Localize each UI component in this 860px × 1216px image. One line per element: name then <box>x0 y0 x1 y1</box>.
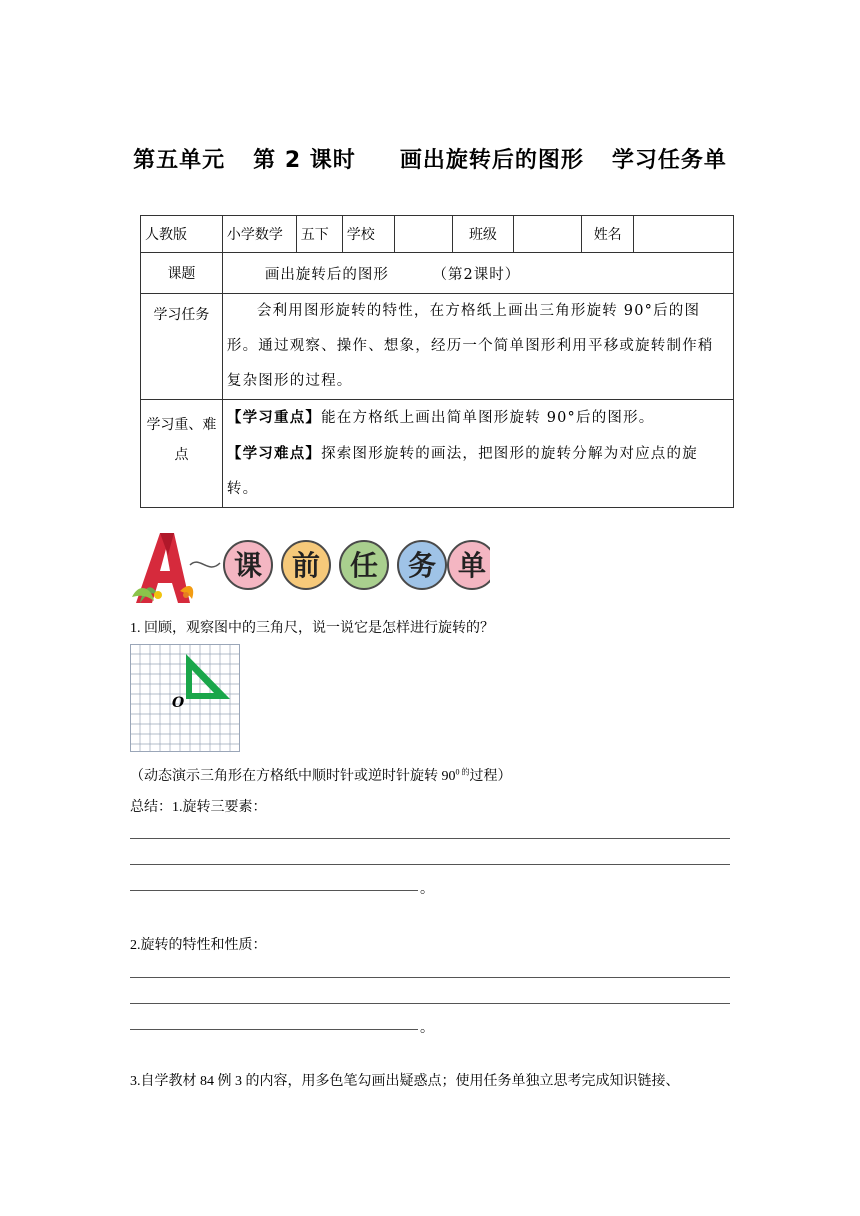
key-label-line1: 学习重、难 <box>146 417 217 433</box>
banner-title <box>224 541 490 589</box>
title-topic: 画出旋转后的图形 <box>399 148 584 173</box>
title-lesson: 第 2 课时 <box>253 148 356 173</box>
topic-value: 画出旋转后的图形 <box>264 266 389 283</box>
banner-char: 任 <box>349 549 379 582</box>
banner-char: 单 <box>457 549 487 582</box>
topic-label: 课题 <box>141 253 223 294</box>
q1-text: 1. 回顾，观察图中的三角尺，说一说它是怎样进行旋转的？ <box>130 621 494 636</box>
q1-caption-sup: 0 的 <box>455 767 470 777</box>
topic-value-cell <box>222 253 733 294</box>
grade-cell: 五下 <box>296 216 342 253</box>
q1-end-mark: 。 <box>420 882 434 897</box>
class-field[interactable] <box>514 216 582 253</box>
answer-line[interactable] <box>130 977 730 978</box>
point-o-label: O <box>172 695 185 711</box>
subject-cell: 小学数学 <box>222 216 296 253</box>
triangle-ruler <box>186 654 230 699</box>
answer-line[interactable] <box>130 1029 418 1030</box>
key-content <box>222 400 733 508</box>
focus-text: 能在方格纸上画出简单图形旋转 90°后的图形。 <box>321 410 655 426</box>
q1-caption <box>130 765 512 785</box>
banner-char: 前 <box>291 549 321 582</box>
rotation-grid-figure <box>130 644 240 752</box>
title-unit: 第五单元 <box>133 148 226 173</box>
name-field[interactable] <box>634 216 734 253</box>
answer-line[interactable] <box>130 838 730 839</box>
task-text: 会利用图形旋转的特性，在方格纸上画出三角形旋转 90°后的图形。通过观察、操作、想象，经历一个简单图形利用平移或旋转制作稍复杂图形的过程。 <box>222 294 733 400</box>
q2-end-mark: 。 <box>420 1021 434 1036</box>
topic-period: （第2课时） <box>432 266 521 283</box>
answer-line[interactable] <box>130 890 418 891</box>
banner-char: 课 <box>233 549 263 582</box>
focus-line <box>227 400 729 436</box>
pre-class-task-banner <box>130 525 490 605</box>
edition-cell: 人教版 <box>141 216 223 253</box>
q1-caption-before: （动态演示三角形在方格纸中顺时针或逆时针旋转 90 <box>130 769 456 784</box>
name-label: 姓名 <box>582 216 634 253</box>
q1-summary: 总结：1.旋转三要素： <box>130 800 267 815</box>
page-title <box>0 143 860 174</box>
key-label-line2: 点 <box>174 447 189 463</box>
task-label: 学习任务 <box>141 294 223 400</box>
focus-tag: 【学习重点】 <box>226 409 322 426</box>
q3-text: 3.自学教材 84 例 3 的内容，用多色笔勾画出疑惑点；使用任务单独立思考完成知识链接、 <box>130 1074 680 1089</box>
answer-line[interactable] <box>130 1003 730 1004</box>
class-label: 班级 <box>452 216 514 253</box>
school-label: 学校 <box>342 216 394 253</box>
q1-caption-after: 过程） <box>469 769 512 784</box>
title-sheet: 学习任务单 <box>611 148 727 173</box>
banner-char: 务 <box>407 549 437 582</box>
key-label <box>141 400 223 508</box>
difficulty-line <box>227 436 729 507</box>
q2-text: 2.旋转的特性和性质： <box>130 938 267 953</box>
info-table <box>140 215 734 508</box>
difficulty-tag: 【学习难点】 <box>226 445 322 462</box>
school-field[interactable] <box>394 216 452 253</box>
letter-a-logo <box>132 533 193 603</box>
difficulty-text: 探索图形旋转的画法，把图形的旋转分解为对应点的旋转。 <box>226 446 698 497</box>
answer-line[interactable] <box>130 864 730 865</box>
